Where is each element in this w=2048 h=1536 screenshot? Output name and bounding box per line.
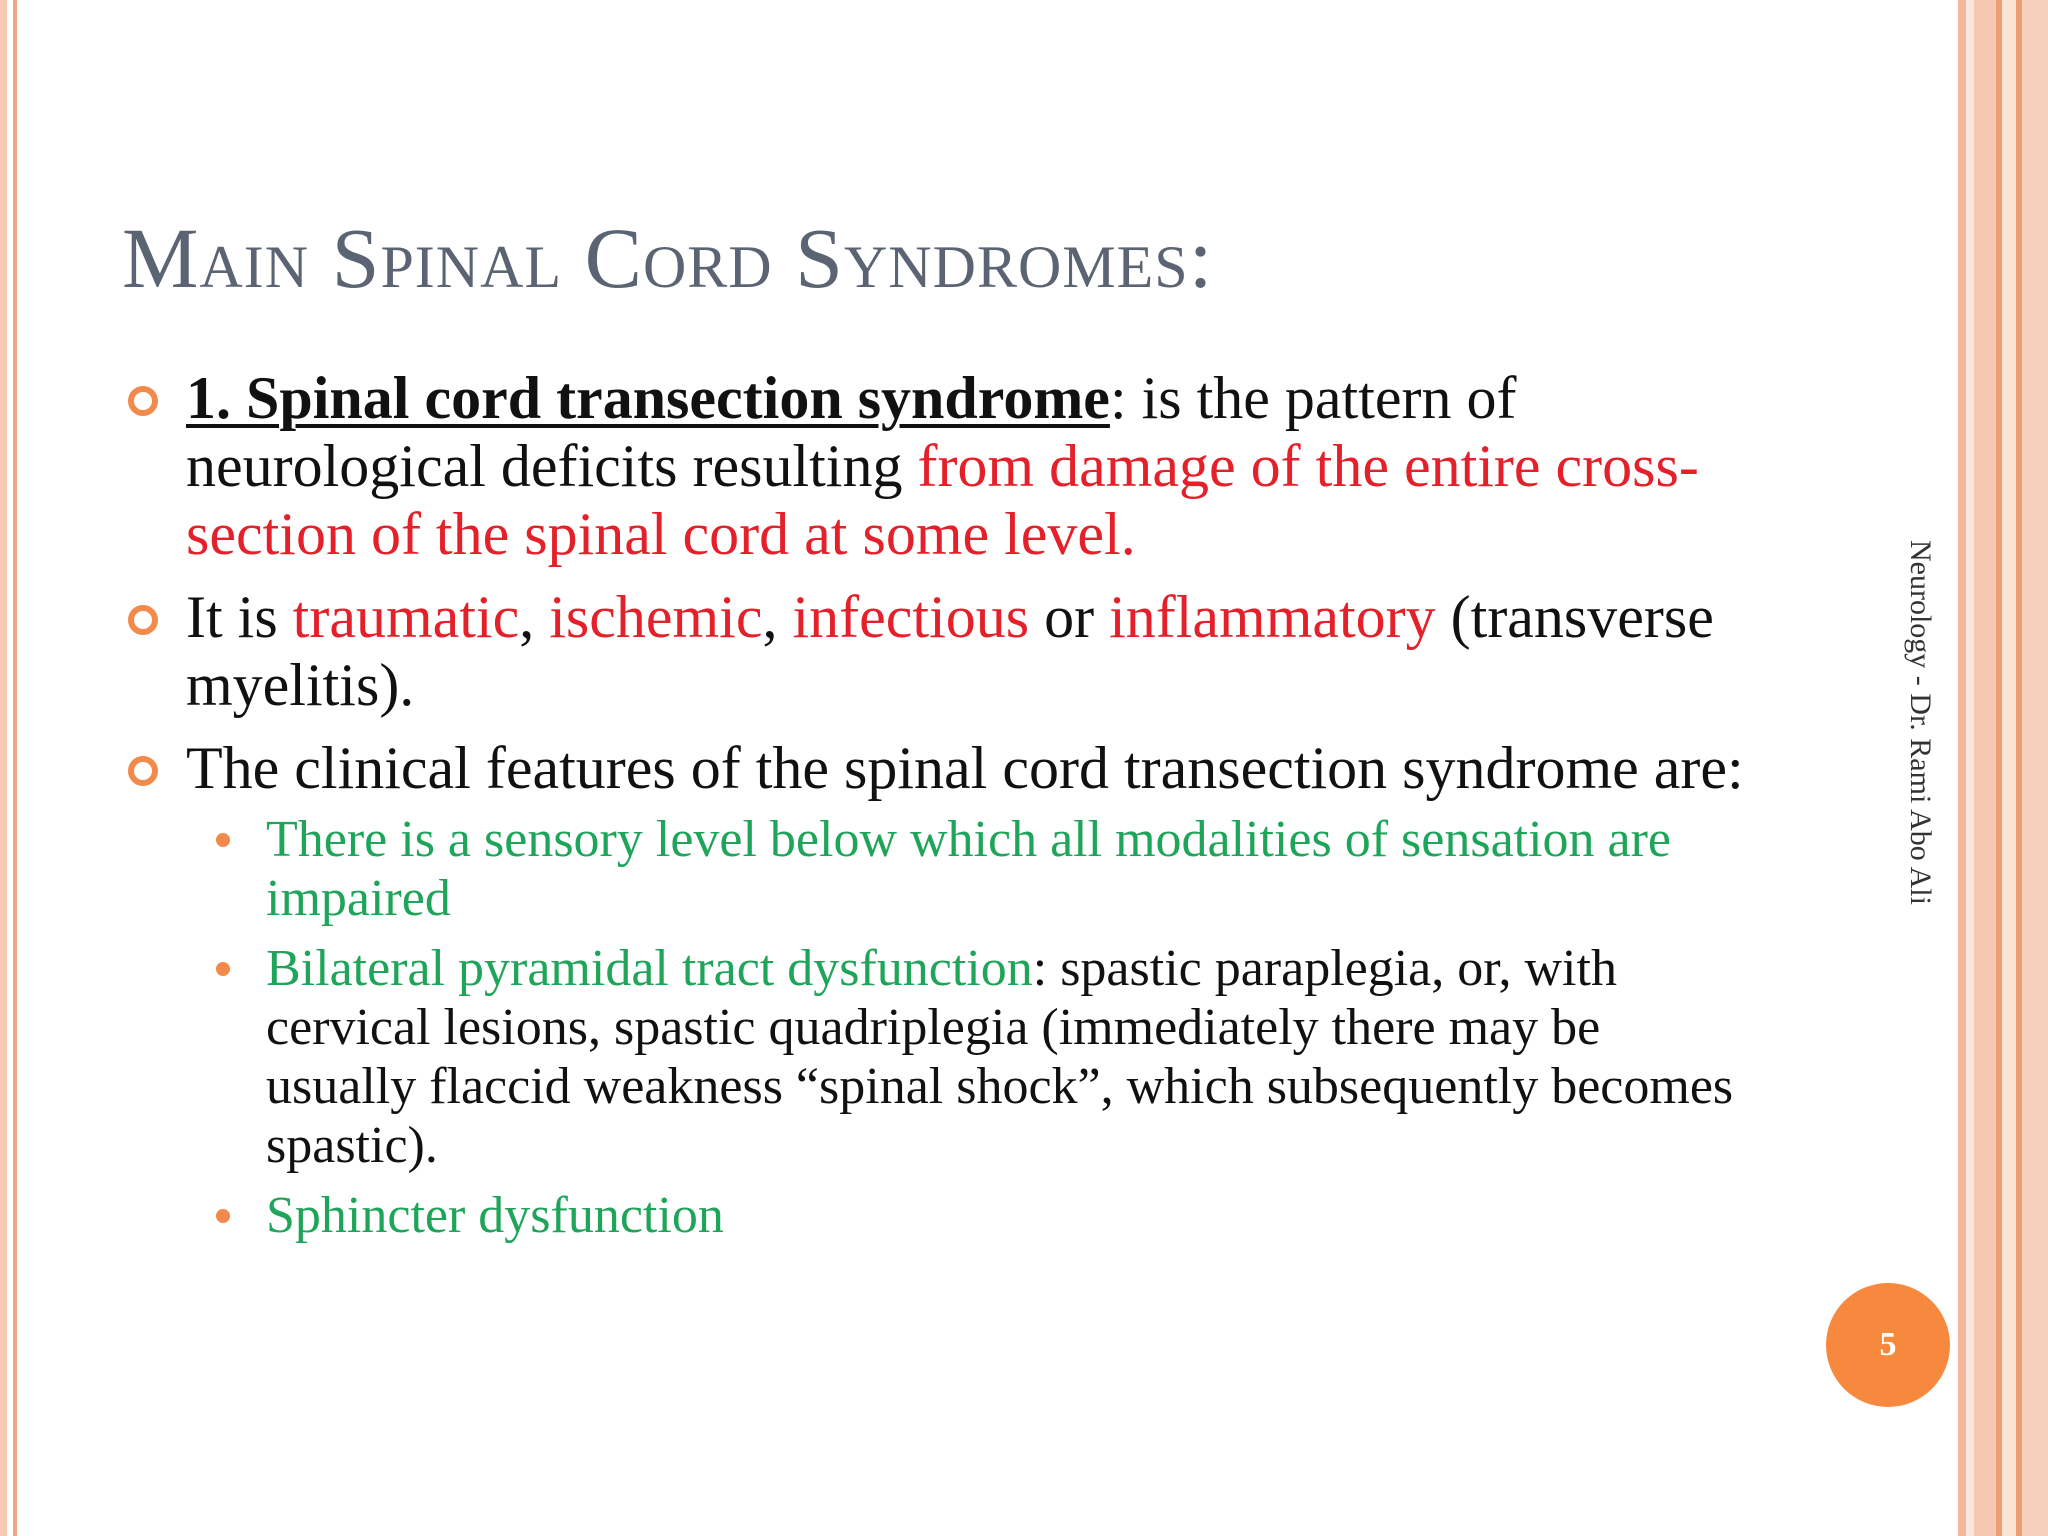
slide-number-badge: 5 bbox=[1826, 1283, 1950, 1407]
bullet-text: (transverse myelitis). bbox=[186, 584, 1714, 718]
bullet-text: The clinical features of the spinal cord transection syndrome are: bbox=[186, 735, 1744, 801]
bullet-heading: 1. Spinal cord transection syndrome bbox=[186, 365, 1110, 431]
sub-bullet-sphincter bbox=[140, 1186, 1760, 1245]
footer-author-text: Neurology - Dr. Rami Abo Ali bbox=[1904, 540, 1937, 905]
etiology-inflammatory: inflammatory bbox=[1109, 584, 1436, 650]
left-border-stripe bbox=[13, 0, 17, 1536]
dot-bullet-icon bbox=[216, 1209, 230, 1223]
bullet-clinical-features bbox=[140, 734, 1760, 802]
right-border-band bbox=[1974, 0, 1996, 1536]
ring-bullet-icon bbox=[128, 756, 158, 786]
sub-bullet-pyramidal bbox=[140, 939, 1760, 1175]
bullet-separator: , bbox=[519, 584, 550, 650]
etiology-traumatic: traumatic bbox=[292, 584, 520, 650]
bullet-highlight-red: from damage of the entire cross-section of the spinal cord at some level. bbox=[186, 433, 1699, 567]
left-border-stripe bbox=[0, 0, 7, 1536]
sub-bullet-highlight-green: Bilateral pyramidal tract dysfunction bbox=[266, 940, 1033, 997]
sub-bullet-text: : spastic paraplegia, or, with cervical lesions, spastic quadriplegia (immediately there may be usually flaccid weakness “spinal shock”, which subsequently becomes spastic). bbox=[266, 940, 1734, 1174]
etiology-infectious: infectious bbox=[792, 584, 1030, 650]
right-border-band bbox=[1958, 0, 1966, 1536]
ring-bullet-icon bbox=[128, 605, 158, 635]
slide-title: Main Spinal Cord Syndromes: bbox=[122, 210, 1214, 306]
sub-bullet-text: Sphincter dysfunction bbox=[266, 1187, 724, 1244]
dot-bullet-icon bbox=[216, 833, 230, 847]
right-border-band bbox=[1966, 0, 1974, 1536]
bullet-separator: , bbox=[762, 584, 793, 650]
bullet-transection-definition bbox=[140, 364, 1760, 568]
sub-bullet-text: There is a sensory level below which all modalities of sensation are impaired bbox=[266, 811, 1672, 927]
sub-bullet-sensory-level bbox=[140, 810, 1760, 928]
etiology-ischemic: ischemic bbox=[549, 584, 763, 650]
dot-bullet-icon bbox=[216, 962, 230, 976]
right-border-band bbox=[2002, 0, 2016, 1536]
bullet-text: It is bbox=[186, 584, 293, 650]
ring-bullet-icon bbox=[128, 386, 158, 416]
bullet-separator: or bbox=[1029, 584, 1110, 650]
right-border-band bbox=[2022, 0, 2048, 1536]
bullet-text: : is the pattern of neurological deficits resulting bbox=[186, 365, 1517, 499]
bullet-etiology bbox=[140, 583, 1760, 719]
slide-content bbox=[140, 364, 1760, 1256]
